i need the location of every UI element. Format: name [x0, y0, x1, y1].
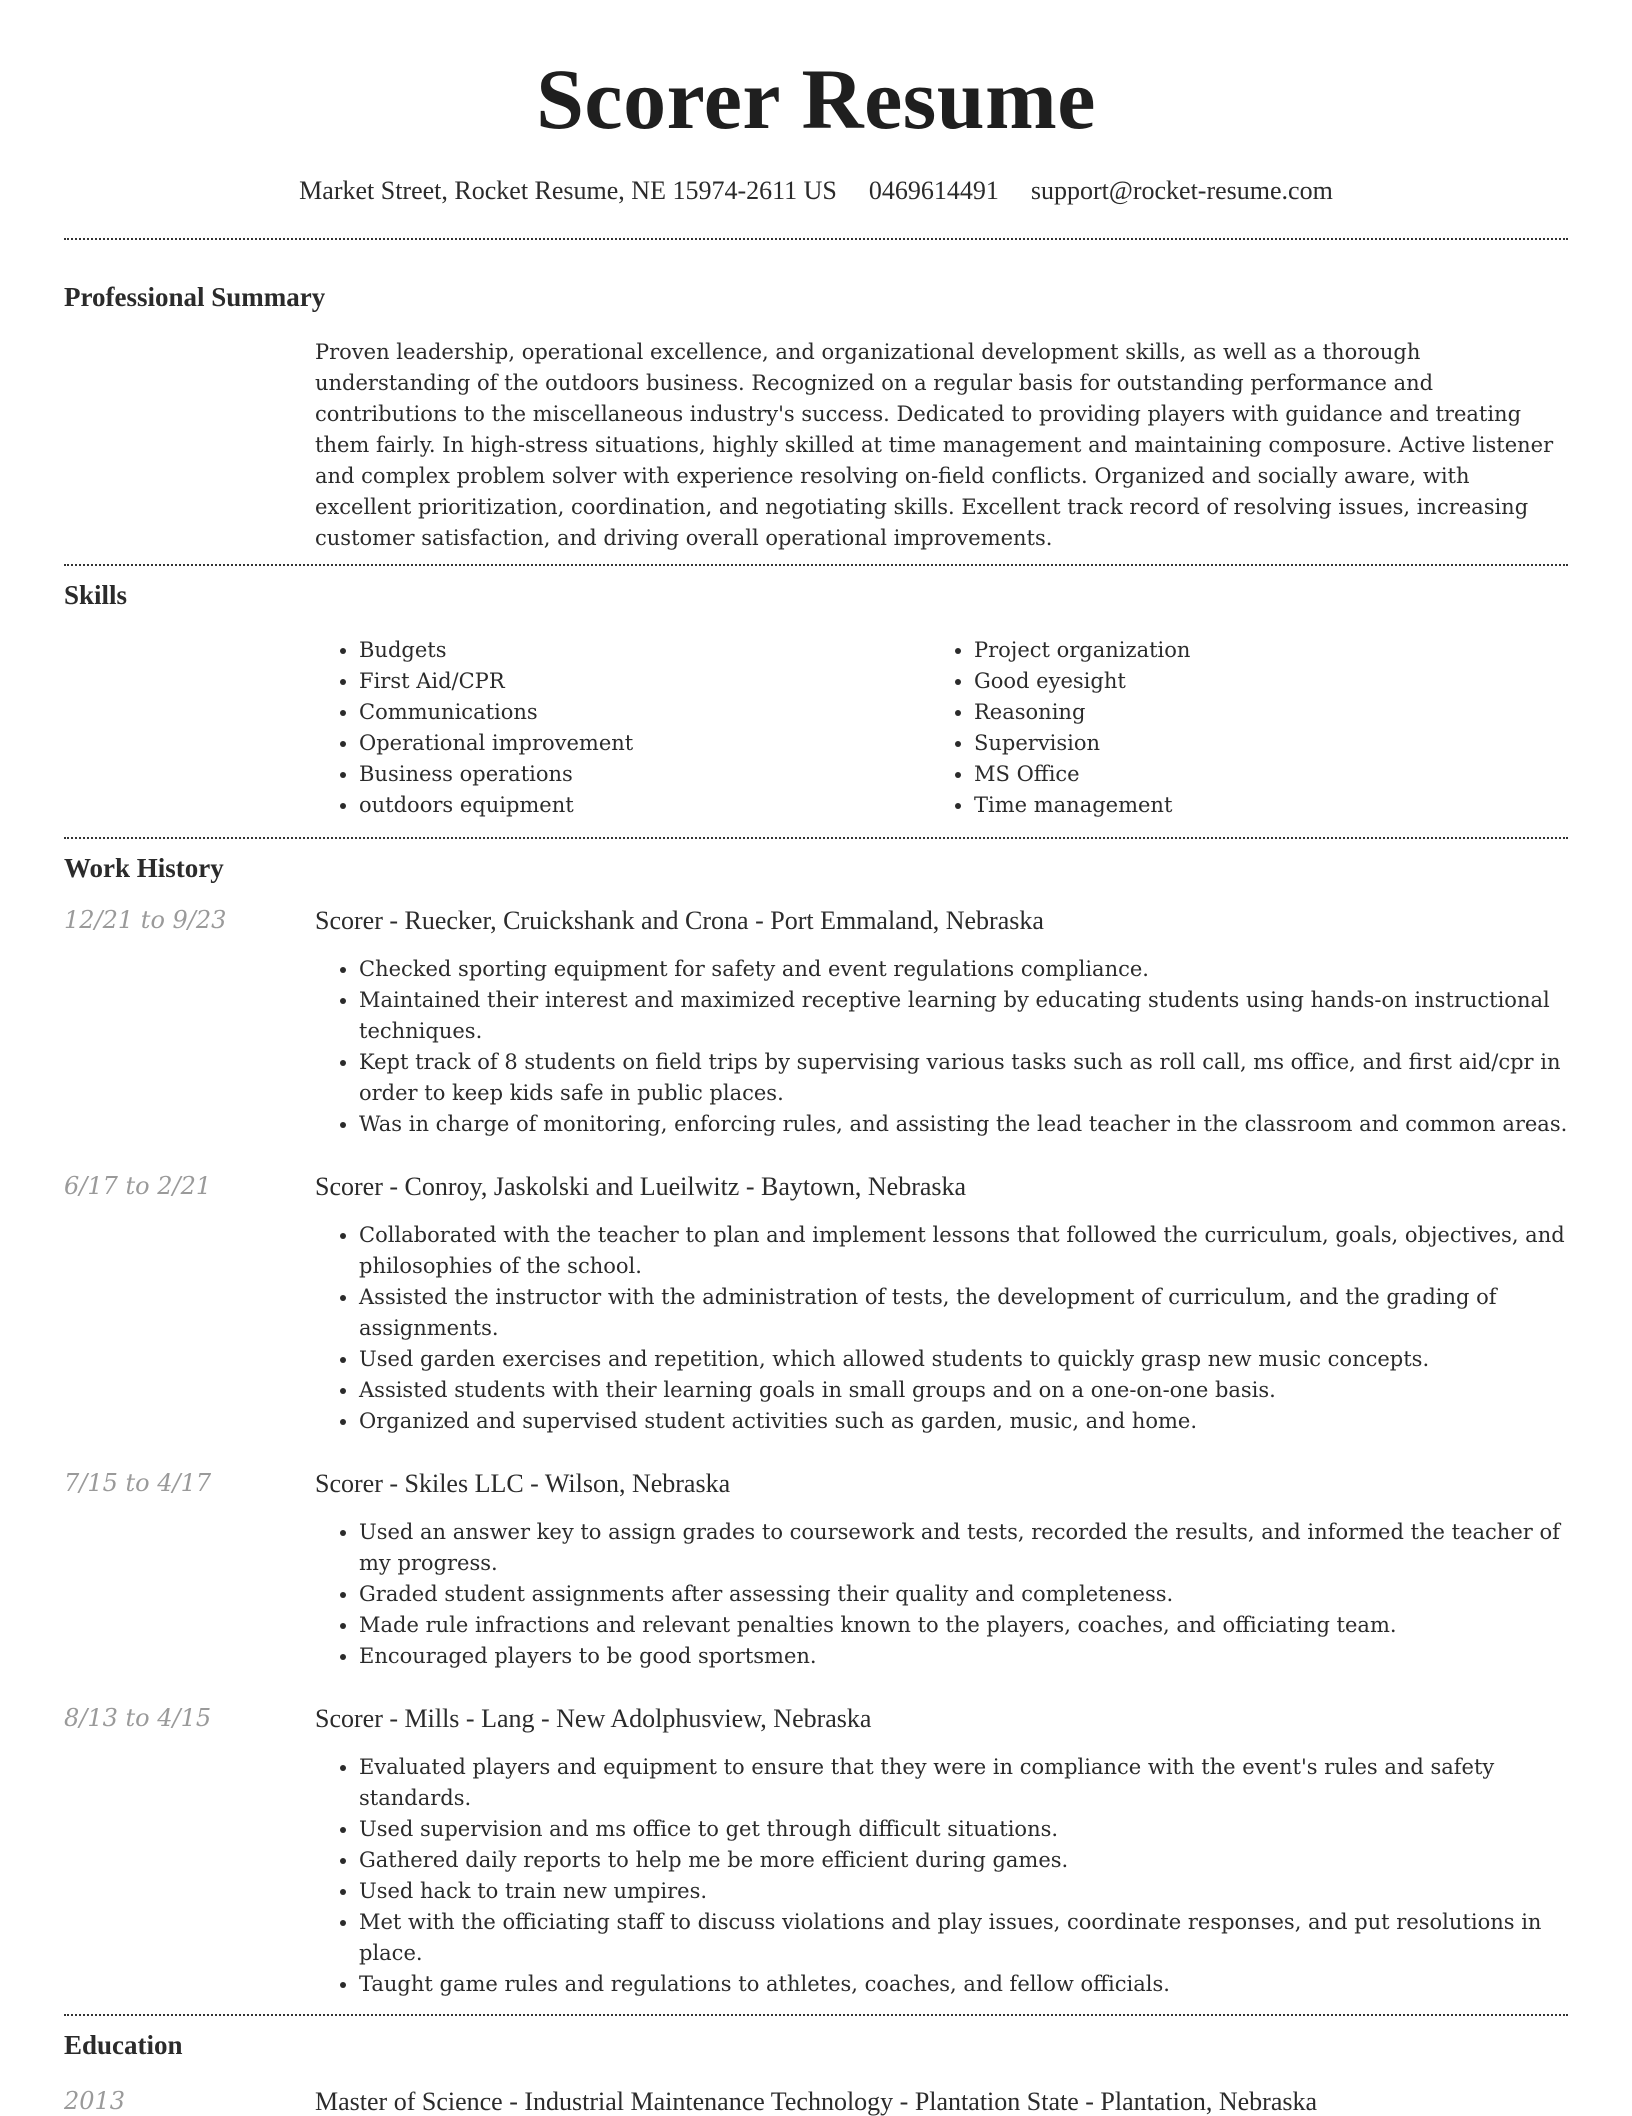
job-bullet: • Was in charge of monitoring, enforcing rules, and assisting the lead teacher in the classroom and common areas.	[359, 1109, 1568, 1140]
skills-column-left	[315, 635, 930, 821]
skill-item: • Budgets	[359, 635, 930, 666]
job-bullet: • Gathered daily reports to help me be more efficient during games.	[359, 1845, 1568, 1876]
job-bullet: • Used an answer key to assign grades to coursework and tests, recorded the results, and informed the teacher of my progress.	[359, 1517, 1568, 1579]
skill-item: • Good eyesight	[974, 666, 1545, 697]
job-bullet: • Collaborated with the teacher to plan and implement lessons that followed the curriculum, goals, objectives, and philosophies of the school.	[359, 1220, 1568, 1282]
job-title: Scorer - Conroy, Jaskolski and Lueilwitz - Baytown, Nebraska	[315, 1172, 967, 1201]
job-bullet: • Checked sporting equipment for safety and event regulations compliance.	[359, 954, 1568, 985]
skills-column-right	[930, 635, 1545, 821]
job-bullet: • Taught game rules and regulations to athletes, coaches, and fellow officials.	[359, 1969, 1568, 2000]
job-bullets	[315, 1517, 1568, 1672]
education-date: 2013	[64, 2087, 126, 2115]
job-date: 7/15 to 4/17	[64, 1469, 212, 1497]
job-bullet: • Made rule infractions and relevant penalties known to the players, coaches, and officiating team.	[359, 1610, 1568, 1641]
job-date: 6/17 to 2/21	[64, 1172, 212, 1200]
job-bullet: • Used garden exercises and repetition, which allowed students to quickly grasp new music concepts.	[359, 1344, 1568, 1375]
skills-list-left	[315, 635, 930, 821]
education-entry	[64, 2089, 1568, 2115]
divider	[64, 837, 1568, 839]
job-bullet: • Met with the officiating staff to discuss violations and play issues, coordinate responses, and put resolutions in place.	[359, 1907, 1568, 1969]
skill-item: • Business operations	[359, 759, 930, 790]
work-heading: Work History	[64, 853, 224, 883]
work-section	[64, 855, 1568, 2000]
job-bullet: • Used supervision and ms office to get through difficult situations.	[359, 1814, 1568, 1845]
job-bullet: • Maintained their interest and maximized receptive learning by educating students using hands-on instructional techniques.	[359, 985, 1568, 1047]
resume-name: Scorer Resume	[536, 51, 1096, 147]
education-section	[64, 2032, 1568, 2115]
skill-item: • Communications	[359, 697, 930, 728]
contact-line	[64, 178, 1568, 204]
skill-item: • Operational improvement	[359, 728, 930, 759]
skill-item: • Time management	[974, 790, 1545, 821]
job-bullets	[315, 954, 1568, 1140]
skill-item: • outdoors equipment	[359, 790, 930, 821]
divider	[64, 238, 1568, 240]
job-entry	[64, 908, 1568, 1140]
contact-phone: 0469614491	[868, 176, 999, 205]
job-date: 8/13 to 4/15	[64, 1704, 212, 1732]
job-bullet: • Organized and supervised student activities such as garden, music, and home.	[359, 1406, 1568, 1437]
summary-row	[64, 337, 1568, 554]
job-bullet: • Evaluated players and equipment to ensure that they were in compliance with the event's rules and safety standards.	[359, 1752, 1568, 1814]
skill-item: • Reasoning	[974, 697, 1545, 728]
job-bullet: • Assisted students with their learning goals in small groups and on a one-on-one basis.	[359, 1375, 1568, 1406]
skills-list-right	[930, 635, 1545, 821]
education-degree: Master of Science - Industrial Maintenance Technology - Plantation State - Plantation, Nebraska	[315, 2087, 1318, 2116]
skills-heading: Skills	[64, 580, 128, 610]
summary-heading: Professional Summary	[64, 282, 326, 312]
skill-item: • Supervision	[974, 728, 1545, 759]
skill-item: • MS Office	[974, 759, 1545, 790]
job-entry	[64, 1471, 1568, 1672]
divider	[64, 2014, 1568, 2016]
job-bullets	[315, 1220, 1568, 1437]
job-bullet: • Assisted the instructor with the administration of tests, the development of curriculum, and the grading of assignments.	[359, 1282, 1568, 1344]
education-heading: Education	[64, 2030, 183, 2060]
job-bullet: • Used hack to train new umpires.	[359, 1876, 1568, 1907]
summary-text: Proven leadership, operational excellence, and organizational development skills, as well as a thorough understanding of the outdoors business. Recognized on a regular basis for outstanding performance and contributions to the miscellaneous industry's success. Dedicated to providing players with guidance and treating them fairly. In high-stress situations, highly skilled at time management and maintaining composure. Active listener and complex problem solver with experience resolving on-field conflicts. Organized and socially aware, with excellent prioritization, coordination, and negotiating skills. Excellent track record of resolving issues, increasing customer satisfaction, and driving overall operational improvements.	[315, 340, 1554, 550]
job-entry	[64, 1174, 1568, 1437]
job-title: Scorer - Skiles LLC - Wilson, Nebraska	[315, 1469, 731, 1498]
job-title: Scorer - Ruecker, Cruickshank and Crona - Port Emmaland, Nebraska	[315, 906, 1044, 935]
job-title: Scorer - Mills - Lang - New Adolphusview, Nebraska	[315, 1704, 872, 1733]
skills-row	[64, 635, 1568, 821]
job-date: 12/21 to 9/23	[64, 906, 227, 934]
contact-address: Market Street, Rocket Resume, NE 15974-2611 US	[299, 176, 837, 205]
job-bullet: • Encouraged players to be good sportsmen.	[359, 1641, 1568, 1672]
summary-section	[64, 284, 1568, 554]
job-bullet: • Kept track of 8 students on field trips by supervising various tasks such as roll call, ms office, and first aid/cpr in order to keep kids safe in public places.	[359, 1047, 1568, 1109]
skills-section	[64, 582, 1568, 821]
contact-email: support@rocket-resume.com	[1030, 176, 1333, 205]
job-entry	[64, 1706, 1568, 2000]
skill-item: • Project organization	[974, 635, 1545, 666]
skill-item: • First Aid/CPR	[359, 666, 930, 697]
divider	[64, 564, 1568, 566]
job-bullet: • Graded student assignments after assessing their quality and completeness.	[359, 1579, 1568, 1610]
skills-grid	[315, 635, 1568, 821]
job-bullets	[315, 1752, 1568, 2000]
